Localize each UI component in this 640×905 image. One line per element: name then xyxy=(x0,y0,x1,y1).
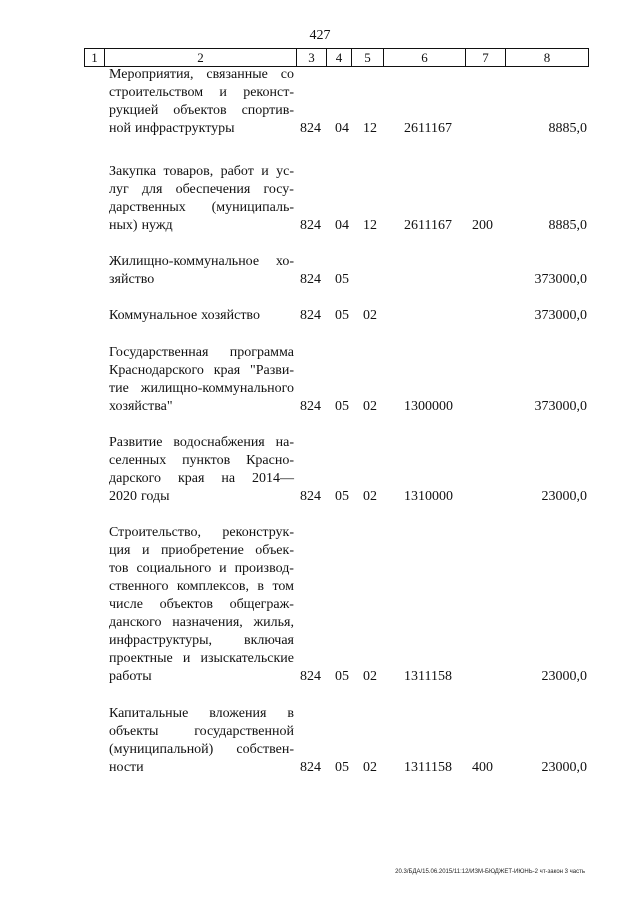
row-name xyxy=(109,434,294,506)
row-name-line: строительством и реконст- xyxy=(109,85,294,100)
column-header-cell: 7 xyxy=(466,49,506,67)
row-name xyxy=(109,524,294,686)
row-amount: 373000,0 xyxy=(534,399,587,414)
row-subsection-code: 02 xyxy=(363,760,377,775)
row-name-line: рукцией объектов спортив- xyxy=(109,103,294,118)
row-name-line: дарского края на 2014— xyxy=(109,471,294,486)
row-section-code: 05 xyxy=(335,308,349,323)
row-amount: 23000,0 xyxy=(541,669,587,684)
row-section-code: 05 xyxy=(335,489,349,504)
row-name-line: Жилищно-коммунальное хо- xyxy=(109,254,294,269)
row-name xyxy=(109,307,294,325)
column-header-table xyxy=(84,48,589,67)
row-name-line: тов социального и производ- xyxy=(109,561,294,576)
table-row xyxy=(0,163,640,235)
footer-file-path: 20.3/БДА/15.06.2015/11:12/ИЗМ-БЮДЖЕТ-ИЮНЬ-2 чт-закон 3 часть xyxy=(395,869,585,875)
row-subsection-code: 02 xyxy=(363,399,377,414)
row-ministry-code: 824 xyxy=(300,399,321,414)
row-ministry-code: 824 xyxy=(300,121,321,136)
row-amount: 8885,0 xyxy=(548,218,587,233)
row-name-line: ных) нужд xyxy=(109,218,173,233)
row-section-code: 05 xyxy=(335,399,349,414)
row-ministry-code: 824 xyxy=(300,760,321,775)
row-name-line: 2020 годы xyxy=(109,489,170,504)
row-name-line: данского назначения, жилья, xyxy=(109,615,294,630)
row-subsection-code: 12 xyxy=(363,218,377,233)
row-name-line: числе объектов общеграж- xyxy=(109,597,294,612)
row-name-line: Развитие водоснабжения на- xyxy=(109,435,294,450)
row-name xyxy=(109,163,294,235)
row-name-line: Закупка товаров, работ и ус- xyxy=(109,164,294,179)
row-section-code: 04 xyxy=(335,218,349,233)
row-target-code: 1310000 xyxy=(404,489,453,504)
row-section-code: 05 xyxy=(335,272,349,287)
row-name-line: Краснодарского края "Разви- xyxy=(109,363,294,378)
row-name xyxy=(109,705,294,777)
row-name-line: тие жилищно-коммунального xyxy=(109,381,294,396)
row-expense-type-code: 400 xyxy=(472,760,493,775)
row-name xyxy=(109,253,294,289)
row-name-line: работы xyxy=(109,669,152,684)
row-subsection-code: 02 xyxy=(363,308,377,323)
row-amount: 23000,0 xyxy=(541,760,587,775)
row-name-line: ной инфраструктуры xyxy=(109,121,235,136)
row-section-code: 05 xyxy=(335,760,349,775)
table-row xyxy=(0,66,640,138)
row-ministry-code: 824 xyxy=(300,489,321,504)
table-row xyxy=(0,253,640,289)
column-header-cell: 2 xyxy=(105,49,297,67)
column-header-cell: 5 xyxy=(352,49,384,67)
row-name-line: дарственных (муниципаль- xyxy=(109,200,294,215)
row-name-line: хозяйства" xyxy=(109,399,173,414)
row-name-line: ности xyxy=(109,760,144,775)
column-header-cell: 4 xyxy=(327,49,352,67)
row-target-code: 2611167 xyxy=(404,218,452,233)
row-name-line: Коммунальное хозяйство xyxy=(109,308,260,323)
row-ministry-code: 824 xyxy=(300,308,321,323)
row-name-line: объекты государственной xyxy=(109,724,294,739)
column-header-cell: 1 xyxy=(85,49,105,67)
row-subsection-code: 12 xyxy=(363,121,377,136)
table-row xyxy=(0,344,640,416)
column-header-cell: 6 xyxy=(384,49,466,67)
row-name-line: луг для обеспечения госу- xyxy=(109,182,294,197)
row-name-line: инфраструктуры, включая xyxy=(109,633,294,648)
row-amount: 23000,0 xyxy=(541,489,587,504)
row-target-code: 1311158 xyxy=(404,669,452,684)
row-name-line: ция и приобретение объек- xyxy=(109,543,294,558)
row-name-line: Мероприятия, связанные со xyxy=(109,67,294,82)
table-row xyxy=(0,705,640,777)
row-name-line: Капитальные вложения в xyxy=(109,706,294,721)
row-name-line: проектные и изыскательские xyxy=(109,651,294,666)
row-ministry-code: 824 xyxy=(300,272,321,287)
row-target-code: 1300000 xyxy=(404,399,453,414)
column-header-cell: 3 xyxy=(297,49,327,67)
table-row xyxy=(0,307,640,325)
row-name xyxy=(109,66,294,138)
row-name xyxy=(109,344,294,416)
row-subsection-code: 02 xyxy=(363,489,377,504)
row-expense-type-code: 200 xyxy=(472,218,493,233)
row-target-code: 2611167 xyxy=(404,121,452,136)
row-name-line: Государственная программа xyxy=(109,345,294,360)
row-amount: 373000,0 xyxy=(534,308,587,323)
row-section-code: 04 xyxy=(335,121,349,136)
table-row xyxy=(0,434,640,506)
row-name-line: ственного комплексов, в том xyxy=(109,579,294,594)
row-name-line: Строительство, реконструк- xyxy=(109,525,294,540)
row-amount: 373000,0 xyxy=(534,272,587,287)
column-header-cell: 8 xyxy=(506,49,589,67)
row-subsection-code: 02 xyxy=(363,669,377,684)
page-number: 427 xyxy=(309,28,331,43)
row-section-code: 05 xyxy=(335,669,349,684)
row-ministry-code: 824 xyxy=(300,669,321,684)
row-ministry-code: 824 xyxy=(300,218,321,233)
row-name-line: селенных пунктов Красно- xyxy=(109,453,294,468)
row-name-line: зяйство xyxy=(109,272,155,287)
table-row xyxy=(0,524,640,686)
column-header-row xyxy=(85,49,589,67)
row-name-line: (муниципальной) собствен- xyxy=(109,742,294,757)
row-amount: 8885,0 xyxy=(548,121,587,136)
row-target-code: 1311158 xyxy=(404,760,452,775)
